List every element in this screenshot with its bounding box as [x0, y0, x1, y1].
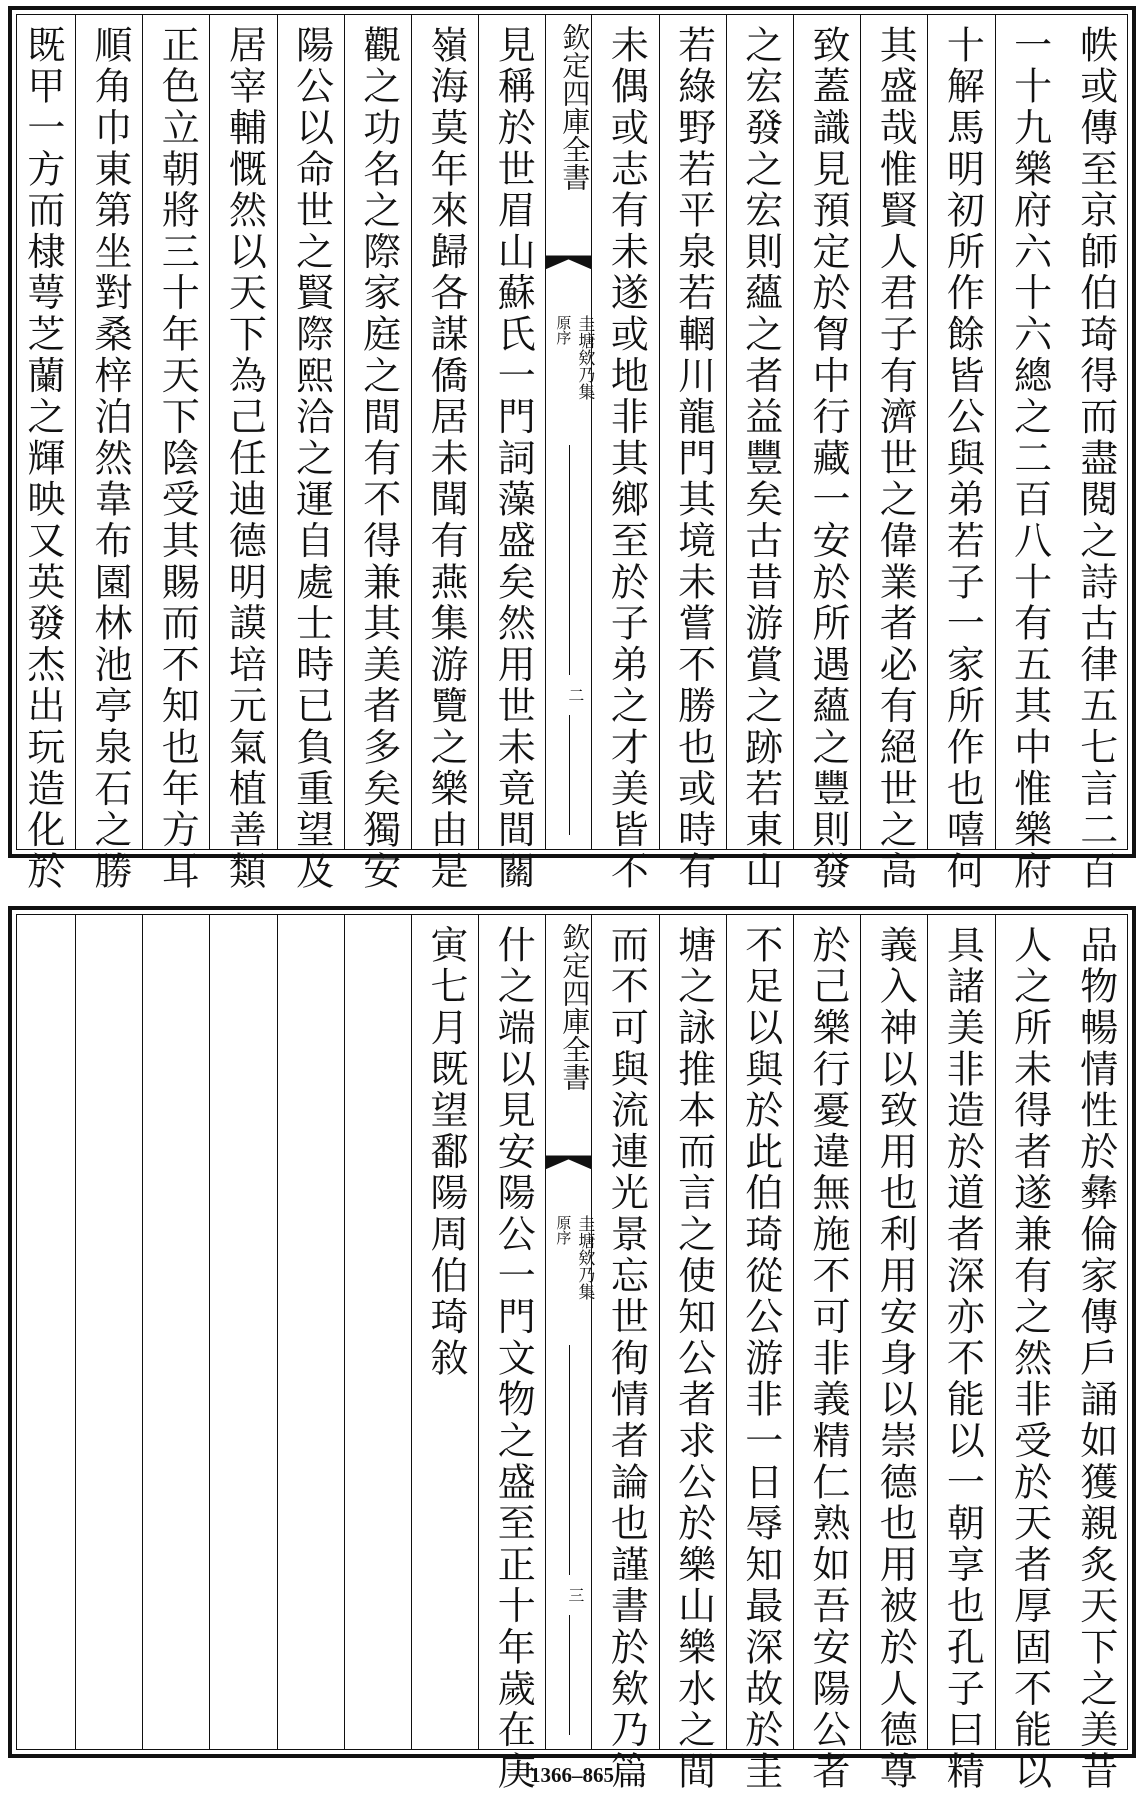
text-column: [995, 15, 1062, 893]
text-column: [793, 15, 860, 893]
text-column: [1062, 915, 1129, 1793]
column-text: 人之所未得者遂兼有之然非受於天者厚固不能以: [1007, 925, 1052, 1793]
text-column: [927, 915, 994, 1793]
gutter-section: 原序: [554, 315, 573, 345]
column-text: 什之端以見安陽公一門文物之盛至正十年歲在庚: [491, 925, 536, 1793]
column-text: 塘之詠推本而言之使知公者求公於樂山樂水之間: [671, 925, 716, 1793]
column-text: 具諸美非造於道者深亦不能以一朝享也孔子曰精: [940, 925, 985, 1793]
top-page-text-frame: [16, 14, 1128, 893]
column-text: 正色立朝將三十年天下陰受其賜而不知也年方耳: [155, 25, 200, 893]
text-column: [659, 915, 726, 1793]
text-column: [659, 15, 726, 893]
column-text: 不足以與於此伯琦從公游非一日辱知最深故於圭: [738, 925, 783, 1793]
gutter-book-title: 圭塘欸乃集: [574, 1215, 595, 1300]
column-text: 見稱於世眉山蘇氏一門詞藻盛矣然用世未竟間關: [491, 25, 536, 893]
gutter-rule: [569, 1615, 570, 1735]
column-text: 居宰輔慨然以天下為己任迪德明謨培元氣植善類: [222, 25, 267, 893]
column-text: 其盛哉惟賢人君子有濟世之偉業者必有絕世之高: [873, 25, 918, 893]
column-text: 義入神以致用也利用安身以崇德也用被於人德尊: [873, 925, 918, 1793]
text-column: [277, 15, 344, 893]
text-column: [411, 15, 478, 893]
gutter-rule: [569, 445, 570, 675]
column-text: 陽公以命世之賢際熙洽之運自處士時已負重望及: [289, 25, 334, 893]
text-column: [344, 915, 411, 1749]
column-text: 而不可與流連光景忘世徇情者論也謹書於欸乃篇: [604, 925, 649, 1793]
text-column: [344, 15, 411, 893]
text-column: [75, 15, 142, 893]
column-text: 既甲一方而棣萼芝蘭之輝映又英發杰出玩造化於: [20, 25, 65, 893]
column-text: 一十九樂府六十六總之二百八十有五其中惟樂府: [1007, 25, 1052, 893]
text-column: [726, 15, 793, 893]
column-text: 於己樂行憂違無施不可非義精仁熟如吾安陽公者: [806, 925, 850, 1793]
top-page: [8, 6, 1136, 893]
column-text: 嶺海莫年來歸各謀僑居未聞有燕集游覽之樂由是: [424, 25, 468, 893]
column-text: 品物暢情性於彝倫家傳戶誦如獲親炙天下之美昔: [1073, 925, 1118, 1793]
text-column: [995, 915, 1062, 1793]
column-text: 十解馬明初所作餘皆公與弟若子一家所作也嘻何: [940, 25, 985, 893]
gutter-title: 欽定四庫全書: [558, 923, 592, 1091]
column-text: 致蓋識見預定於胷中行藏一安於所遇蘊之豐則發: [806, 25, 850, 893]
text-column: [142, 15, 209, 893]
column-text: 順角巾東第坐對桑梓泊然韋布園林池亭泉石之勝: [88, 25, 132, 893]
gutter-page-number: 二: [568, 686, 585, 705]
gutter-section: 原序: [554, 1215, 573, 1245]
text-column: [591, 915, 658, 1793]
text-column: [478, 15, 545, 893]
text-column: [142, 915, 209, 1749]
text-column: [860, 915, 927, 1793]
gutter-title: 欽定四庫全書: [558, 23, 592, 191]
text-column: [726, 915, 793, 1793]
text-column: [209, 15, 276, 893]
fish-tail-mark-icon: [546, 255, 591, 297]
column-text: 寅七月既望鄱陽周伯琦敘: [424, 925, 468, 1380]
text-column: [1062, 15, 1129, 893]
gutter-book-title: 圭塘欸乃集: [574, 315, 595, 400]
center-gutter: [545, 915, 595, 1749]
text-column: [411, 915, 478, 1749]
page-reference: 1366–865: [530, 1763, 614, 1787]
text-column: [8, 915, 75, 1749]
text-column: [8, 15, 75, 893]
text-column: [75, 915, 142, 1749]
center-gutter: [545, 15, 595, 849]
gutter-rule: [569, 1345, 570, 1575]
text-column: [591, 15, 658, 893]
text-column: [860, 15, 927, 893]
column-text: 帙或傳至京師伯琦得而盡閱之詩古律五七言二百: [1073, 25, 1118, 893]
column-text: 未偶或志有未遂或地非其鄉至於子弟之才美皆不: [604, 25, 649, 893]
text-column: [277, 915, 344, 1749]
gutter-rule: [569, 715, 570, 835]
gutter-page-number: 三: [568, 1586, 585, 1605]
fish-tail-mark-icon: [546, 1155, 591, 1197]
text-column: [209, 915, 276, 1749]
text-column: [927, 15, 994, 893]
text-column: [478, 915, 545, 1793]
column-text: 觀之功名之際家庭之間有不得兼其美者多矣獨安: [356, 25, 401, 893]
column-text: 之宏發之宏則蘊之者益豐矣古昔游賞之跡若東山: [738, 25, 783, 893]
text-column: [793, 915, 860, 1793]
column-text: 若綠野若平泉若輞川龍門其境未嘗不勝也或時有: [671, 25, 716, 893]
